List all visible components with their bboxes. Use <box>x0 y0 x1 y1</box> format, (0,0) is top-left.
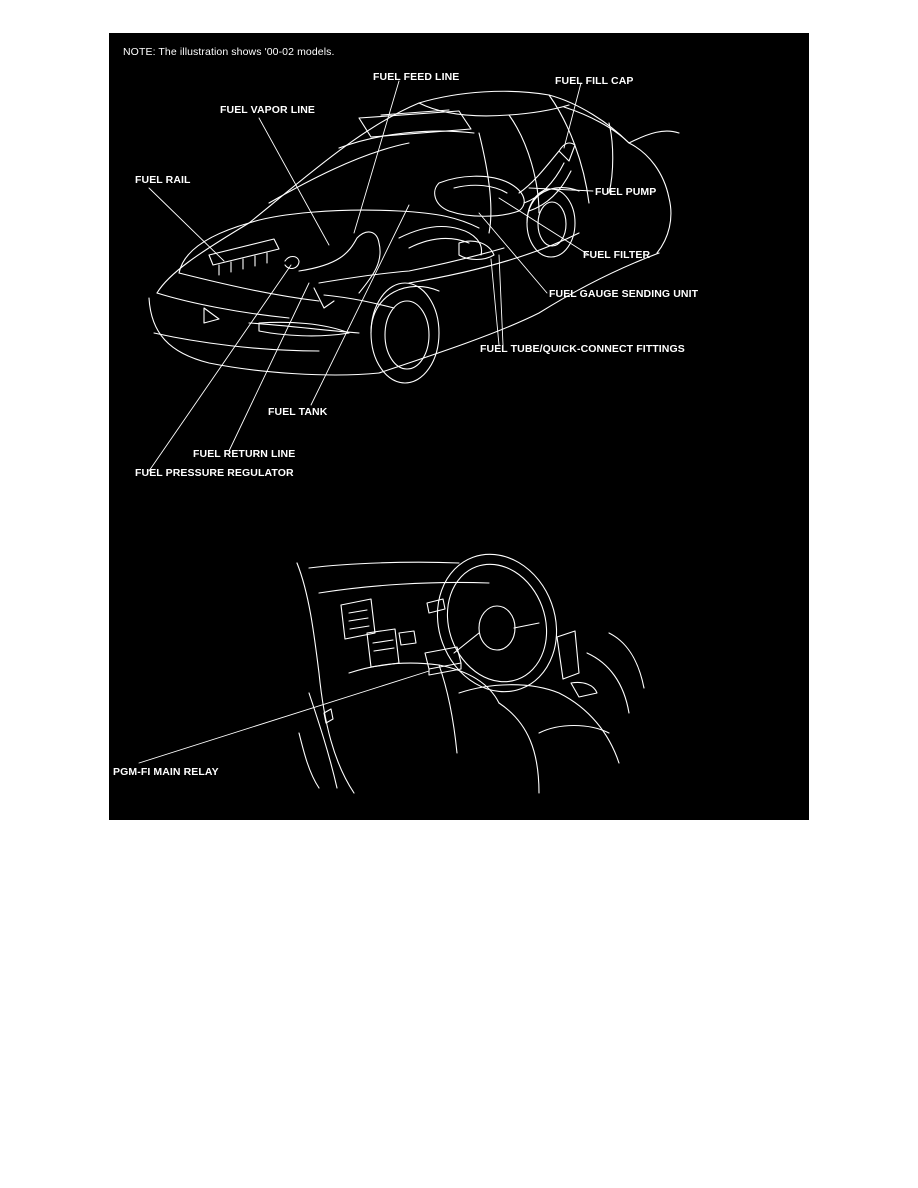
leader-fuel-vapor-line <box>259 118 329 245</box>
leader-fuel-gauge-sending-unit <box>479 213 547 293</box>
label-fuel-return-line: FUEL RETURN LINE <box>193 448 296 460</box>
car-illustration <box>149 91 679 383</box>
label-fuel-pump: FUEL PUMP <box>595 186 657 198</box>
diagram-artwork <box>109 33 809 820</box>
note-text: NOTE: The illustration shows '00-02 models. <box>123 46 335 58</box>
label-fuel-filter: FUEL FILTER <box>583 249 651 261</box>
leader-fuel-return-line <box>229 283 309 451</box>
label-fuel-vapor-line: FUEL VAPOR LINE <box>220 104 316 116</box>
label-fuel-feed-line: FUEL FEED LINE <box>373 71 460 83</box>
label-fuel-gauge-sending-unit: FUEL GAUGE SENDING UNIT <box>549 288 699 300</box>
fuel-system-diagram <box>109 33 809 820</box>
label-fuel-fill-cap: FUEL FILL CAP <box>555 75 634 87</box>
callout-leaders <box>149 81 593 471</box>
label-fuel-tube-fittings: FUEL TUBE/QUICK-CONNECT FITTINGS <box>480 343 685 355</box>
interior-illustration <box>297 537 644 793</box>
label-fuel-tank: FUEL TANK <box>268 406 328 418</box>
leader-fuel-rail <box>149 188 224 261</box>
label-fuel-pressure-regulator: FUEL PRESSURE REGULATOR <box>135 467 294 479</box>
leader-fuel-pressure-regulator <box>149 265 291 471</box>
leader-pgm-fi-main-relay <box>139 671 429 763</box>
label-pgm-fi-main-relay: PGM-FI MAIN RELAY <box>113 766 219 778</box>
leader-fuel-pump <box>529 188 593 191</box>
label-fuel-rail: FUEL RAIL <box>135 174 191 186</box>
